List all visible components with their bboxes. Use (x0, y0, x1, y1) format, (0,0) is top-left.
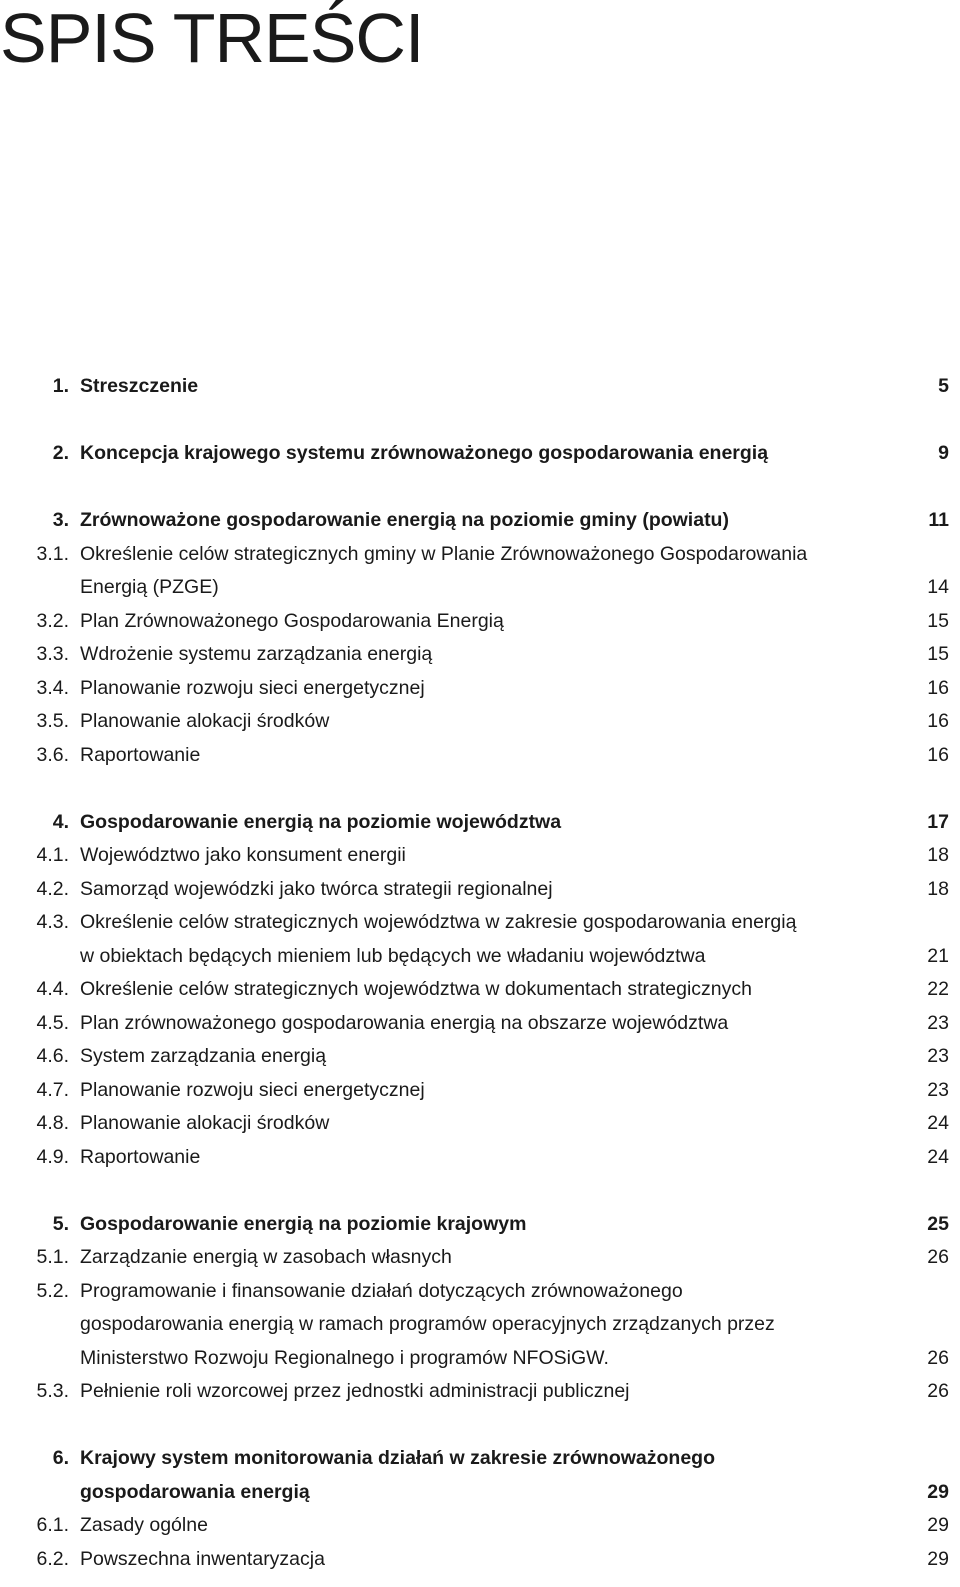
toc-entry-page-number: 26 (927, 1346, 949, 1369)
toc-entry-page-number: 18 (927, 844, 949, 866)
toc-entry-title: Plan Zrównoważonego Gospodarowania Energią (80, 609, 504, 632)
toc-entry-title: Zasady ogólne (80, 1514, 208, 1536)
toc-entry-title: Gospodarowanie energią na poziomie województwa (80, 810, 562, 833)
toc-entry-number: 3.3. (36, 643, 69, 665)
toc-entry-page-number: 22 (927, 978, 949, 1000)
toc-entry-title-line: Określenie celów strategicznych gminy w Planie Zrównoważonego Gospodarowania (80, 542, 808, 565)
toc-entry-title: Planowanie alokacji środków (80, 1112, 330, 1134)
toc-entry-title-line: Krajowy system monitorowania działań w zakresie zrównoważonego (80, 1447, 715, 1469)
toc-entry-page-number: 25 (927, 1212, 949, 1235)
toc-entry-number: 4.1. (36, 844, 69, 866)
toc-entry[interactable] (0, 504, 960, 538)
toc-entry-number: 5.2. (36, 1279, 69, 1302)
toc-entry-number: 4.6. (36, 1045, 69, 1067)
toc-entry-title-line: gospodarowania energią w ramach programów operacyjnych zrządzanych przez (80, 1313, 775, 1335)
toc-entry-page-number: 29 (927, 1547, 949, 1570)
toc-entry[interactable] (0, 1074, 960, 1108)
toc-entry-title-line: Ministerstwo Rozwoju Regionalnego i programów NFOSiGW. (80, 1346, 609, 1369)
page-title: SPIS TREŚCI (0, 0, 424, 77)
toc-entry[interactable] (0, 906, 960, 973)
toc-entry-title: Koncepcja krajowego systemu zrównoważonego gospodarowania energią (80, 442, 769, 464)
toc-entry-title: Planowanie rozwoju sieci energetycznej (80, 1078, 425, 1101)
toc-entry-number: 4.8. (36, 1112, 69, 1134)
toc-entry-title: Pełnienie roli wzorcowej przez jednostki administracji publicznej (80, 1380, 630, 1402)
toc-entry[interactable] (0, 705, 960, 739)
toc-entry[interactable] (0, 873, 960, 907)
toc-entry-page-number: 23 (927, 1045, 949, 1067)
toc-entry-number: 5.1. (36, 1246, 69, 1268)
toc-entry-number: 4.3. (36, 911, 69, 933)
toc-entry-title: Zrównoważone gospodarowanie energią na poziomie gminy (powiatu) (80, 509, 729, 531)
toc-entry-page-number: 15 (927, 609, 949, 632)
toc-entry-title-line: Energią (PZGE) (80, 576, 219, 598)
toc-entry-page-number: 21 (927, 944, 949, 967)
toc-entry[interactable] (0, 973, 960, 1007)
toc-entry-title: Plan zrównoważonego gospodarowania energią na obszarze województwa (80, 1011, 729, 1034)
toc-entry-number: 4. (52, 810, 69, 833)
toc-entry-number: 5. (52, 1212, 69, 1235)
toc-entry-number: 4.5. (36, 1011, 69, 1034)
toc-entry-number: 4.2. (36, 877, 69, 900)
toc-entry-number: 4.4. (36, 978, 69, 1000)
toc-entry[interactable] (0, 638, 960, 672)
toc-entry[interactable] (0, 672, 960, 706)
toc-entry[interactable] (0, 1040, 960, 1074)
toc-entry[interactable] (0, 1241, 960, 1275)
toc-entry-page-number: 11 (928, 509, 949, 531)
toc-entry-number: 6.1. (36, 1514, 69, 1536)
toc-entry-page-number: 18 (927, 877, 949, 900)
toc-entry[interactable] (0, 1543, 960, 1577)
toc-entry-page-number: 24 (927, 1145, 949, 1168)
toc-entry-title (80, 906, 900, 973)
toc-entry-title: Samorząd wojewódzki jako twórca strategii regionalnej (80, 877, 553, 900)
toc-entry-number: 3.1. (36, 542, 69, 565)
toc-entry[interactable] (0, 1007, 960, 1041)
toc-entry-title-line: gospodarowania energią (80, 1480, 310, 1503)
toc-entry-number: 3.4. (36, 676, 69, 699)
toc-entry[interactable] (0, 839, 960, 873)
toc-entry[interactable] (0, 1375, 960, 1409)
toc-entry-title: System zarządzania energią (80, 1045, 327, 1067)
toc-entry-number: 6. (52, 1447, 69, 1469)
toc-entry-page-number: 29 (927, 1514, 949, 1536)
toc-entry-page-number: 15 (927, 643, 949, 665)
toc-entry-page-number: 29 (927, 1480, 949, 1503)
toc-entry-page-number: 14 (927, 576, 949, 598)
toc-entry-number: 5.3. (36, 1380, 69, 1402)
toc-entry-page-number: 17 (927, 810, 949, 833)
toc-entry-title: Planowanie alokacji środków (80, 710, 330, 732)
toc-entry[interactable] (0, 1141, 960, 1175)
toc-entry-page-number: 24 (927, 1112, 949, 1134)
toc-entry-page-number: 16 (927, 710, 949, 732)
toc-entry-title (80, 1275, 900, 1376)
toc-entry-title: Powszechna inwentaryzacja (80, 1547, 325, 1570)
toc-entry-title: Zarządzanie energią w zasobach własnych (80, 1246, 452, 1268)
toc-entry-page-number: 9 (938, 442, 949, 464)
toc-entry-page-number: 23 (927, 1011, 949, 1034)
toc-entry-number: 3.5. (36, 710, 69, 732)
toc-entry-title (80, 1442, 900, 1509)
toc-entry[interactable] (0, 739, 960, 773)
toc-entry-title: Raportowanie (80, 1145, 201, 1168)
toc-entry[interactable] (0, 437, 960, 471)
toc-entry-page-number: 23 (927, 1078, 949, 1101)
toc-entry-number: 4.7. (36, 1078, 69, 1101)
toc-entry-page-number: 26 (927, 1380, 949, 1402)
toc-entry-title-line: Programowanie i finansowanie działań dotyczących zrównoważonego (80, 1279, 683, 1302)
toc-entry[interactable] (0, 1509, 960, 1543)
toc-entry-page-number: 5 (938, 375, 949, 397)
toc-entry-page-number: 16 (927, 743, 949, 766)
toc-entry-number: 2. (52, 442, 69, 464)
toc-entry-title-line: Określenie celów strategicznych województwa w zakresie gospodarowania energią (80, 911, 797, 933)
toc-entry-title: Raportowanie (80, 743, 201, 766)
toc-entry[interactable] (0, 806, 960, 840)
toc-entry[interactable] (0, 605, 960, 639)
toc-entry-number: 3. (52, 509, 69, 531)
toc-entry-page-number: 26 (927, 1246, 949, 1268)
toc-entry[interactable] (0, 538, 960, 605)
toc-entry[interactable] (0, 1107, 960, 1141)
toc-entry-title (80, 538, 900, 605)
toc-entry-title: Województwo jako konsument energii (80, 844, 406, 866)
toc-entry-number: 4.9. (36, 1145, 69, 1168)
toc-entry-title-line: w obiektach będących mieniem lub będących we władaniu województwa (80, 944, 706, 967)
toc-entry-title: Gospodarowanie energią na poziomie krajowym (80, 1212, 527, 1235)
toc-entry[interactable] (0, 1208, 960, 1242)
table-of-contents (0, 370, 960, 1576)
toc-entry-number: 6.2. (36, 1547, 69, 1570)
toc-entry[interactable] (0, 370, 960, 404)
toc-entry-number: 3.2. (36, 609, 69, 632)
toc-entry-title: Streszczenie (80, 375, 199, 397)
toc-entry-title: Planowanie rozwoju sieci energetycznej (80, 676, 425, 699)
toc-entry-number: 3.6. (36, 743, 69, 766)
toc-entry-page-number: 16 (927, 676, 949, 699)
toc-entry[interactable] (0, 1275, 960, 1376)
toc-entry-number: 1. (52, 375, 69, 397)
toc-entry-title: Wdrożenie systemu zarządzania energią (80, 643, 433, 665)
toc-entry[interactable] (0, 1442, 960, 1509)
toc-entry-title: Określenie celów strategicznych województwa w dokumentach strategicznych (80, 978, 752, 1000)
